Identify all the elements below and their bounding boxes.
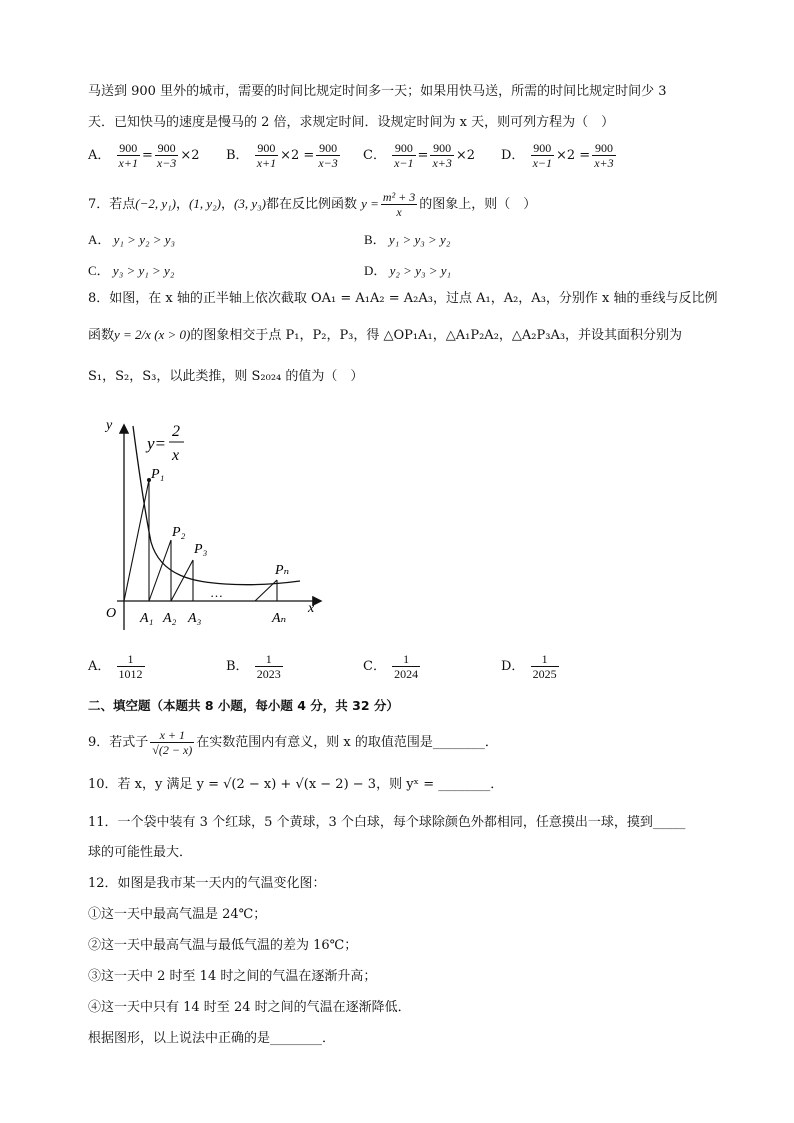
- origin-label: O: [106, 606, 117, 621]
- func-num: 2: [172, 423, 180, 440]
- q11-stem-line1: 11．一个袋中装有 3 个红球，5 个黄球，3 个白球，每个球除颜色外都相同，任意摸出一球，摸到_____: [88, 815, 686, 830]
- label-a1: A₁: [140, 611, 154, 626]
- q12-item-2: ②这一天中最高气温与最低气温的差为 16℃；: [88, 938, 358, 953]
- x-axis-label: x: [308, 601, 315, 616]
- q9-stem: 9．若式子 $\frac{x + 1}{√(2 - x)}$ 在实数范围内有意义，则 x 的取值范围是________．: [88, 728, 498, 757]
- label-pn: Pₙ: [275, 563, 290, 578]
- q8-option-c[interactable]: C． $\frac{1}{2024}$: [363, 652, 419, 681]
- label-p3: P₃: [194, 542, 208, 557]
- q6-option-b[interactable]: B． $\frac{900}{x+1}$ ×2 = $\frac{900}{x-3}$: [226, 141, 338, 170]
- segment-o-p1: [124, 480, 149, 601]
- segment-an1-pn: [255, 580, 277, 601]
- q7-stem: 7．若点(−2, y₁)，(1, y₂)，(3, y₃)都在反比例函数 y = $\frac{\text{m² + 3}}{x}$ 的图象上，则（ ）: [88, 190, 537, 219]
- q7-option-b[interactable]: B． y₁ > y₃ > y₂: [364, 232, 451, 247]
- q11-stem-line2: 球的可能性最大．: [88, 845, 193, 860]
- label-p2: P₂: [172, 525, 186, 540]
- q12-stem: 12．如图是我市某一天内的气温变化图：: [88, 876, 326, 891]
- func-den: x: [172, 447, 180, 464]
- q8-option-d[interactable]: D． $\frac{1}{2025}$: [501, 652, 557, 681]
- q12-item-1: ①这一天中最高气温是 24℃；: [88, 907, 267, 922]
- q6-option-a[interactable]: A． $\frac{900}{x+1}$ = $\frac{900}{x-3}$ ×2: [88, 141, 200, 170]
- q8-option-b[interactable]: B． $\frac{1}{2023}$: [226, 652, 281, 681]
- q8-stem-line1: 8．如图，在 x 轴的正半轴上依次截取 OA₁ = A₁A₂ = A₂A₃，过点 A₁，A₂，A₃，分别作 x 轴的垂线与反比例: [88, 291, 718, 306]
- q12-ask: 根据图形，以上说法中正确的是________．: [88, 1031, 336, 1046]
- q8-stem-line2: 函数y = 2/x (x > 0)的图象相交于点 P₁，P₂，P₃，得 △OP₁A₁，△A₁P₂A₂，△A₂P₃A₃，并设其面积分别为: [88, 327, 683, 343]
- q10-stem: 10．若 x，y 满足 y = √(2 − x) + √(x − 2) − 3，则 yˣ = ________．: [88, 777, 504, 792]
- q6-option-c[interactable]: C． $\frac{900}{x-1}$ = $\frac{900}{x+3}$ ×2: [363, 141, 476, 170]
- q6-stem-line2: 天．已知快马的速度是慢马的 2 倍，求规定时间．设规定时间为 x 天，则可列方程为（ ）: [88, 115, 615, 130]
- label-an: Aₙ: [272, 611, 287, 626]
- q6-option-d[interactable]: D． $\frac{900}{x-1}$ ×2 = $\frac{900}{x+3}$: [501, 141, 614, 170]
- y-axis-label: y: [106, 418, 113, 433]
- q7-option-c[interactable]: C． y₃ > y₁ > y₂: [88, 263, 175, 278]
- label-p1: P₁: [151, 467, 165, 482]
- q7-option-a[interactable]: A． y₁ > y₂ > y₃: [88, 232, 176, 247]
- q8-stem-line3: S₁，S₂，S₃，以此类推，则 S₂₀₂₄ 的值为（ ）: [88, 369, 364, 384]
- label-a3: A₃: [188, 611, 202, 626]
- ellipsis: …: [210, 585, 223, 600]
- segment-a2-p3: [171, 560, 193, 601]
- segment-a1-p2: [149, 540, 171, 601]
- q12-item-4: ④这一天中只有 14 时至 24 时之间的气温在逐渐降低．: [88, 1000, 411, 1015]
- section-heading-fill-in: 二、填空题（本题共 8 小题，每小题 4 分，共 32 分）: [88, 698, 399, 713]
- q7-option-d[interactable]: D． y₂ > y₃ > y₁: [364, 263, 452, 278]
- label-a2: A₂: [163, 611, 177, 626]
- q12-item-3: ③这一天中 2 时至 14 时之间的气温在逐渐升高；: [88, 969, 377, 984]
- q8-graph: [95, 412, 335, 637]
- func-label: y=: [147, 434, 167, 453]
- q8-option-a[interactable]: A． $\frac{1}{1012}$: [88, 652, 143, 681]
- q6-stem-line1: 马送到 900 里外的城市，需要的时间比规定时间多一天；如果用快马送，所需的时间比规定时间少 3: [88, 84, 667, 99]
